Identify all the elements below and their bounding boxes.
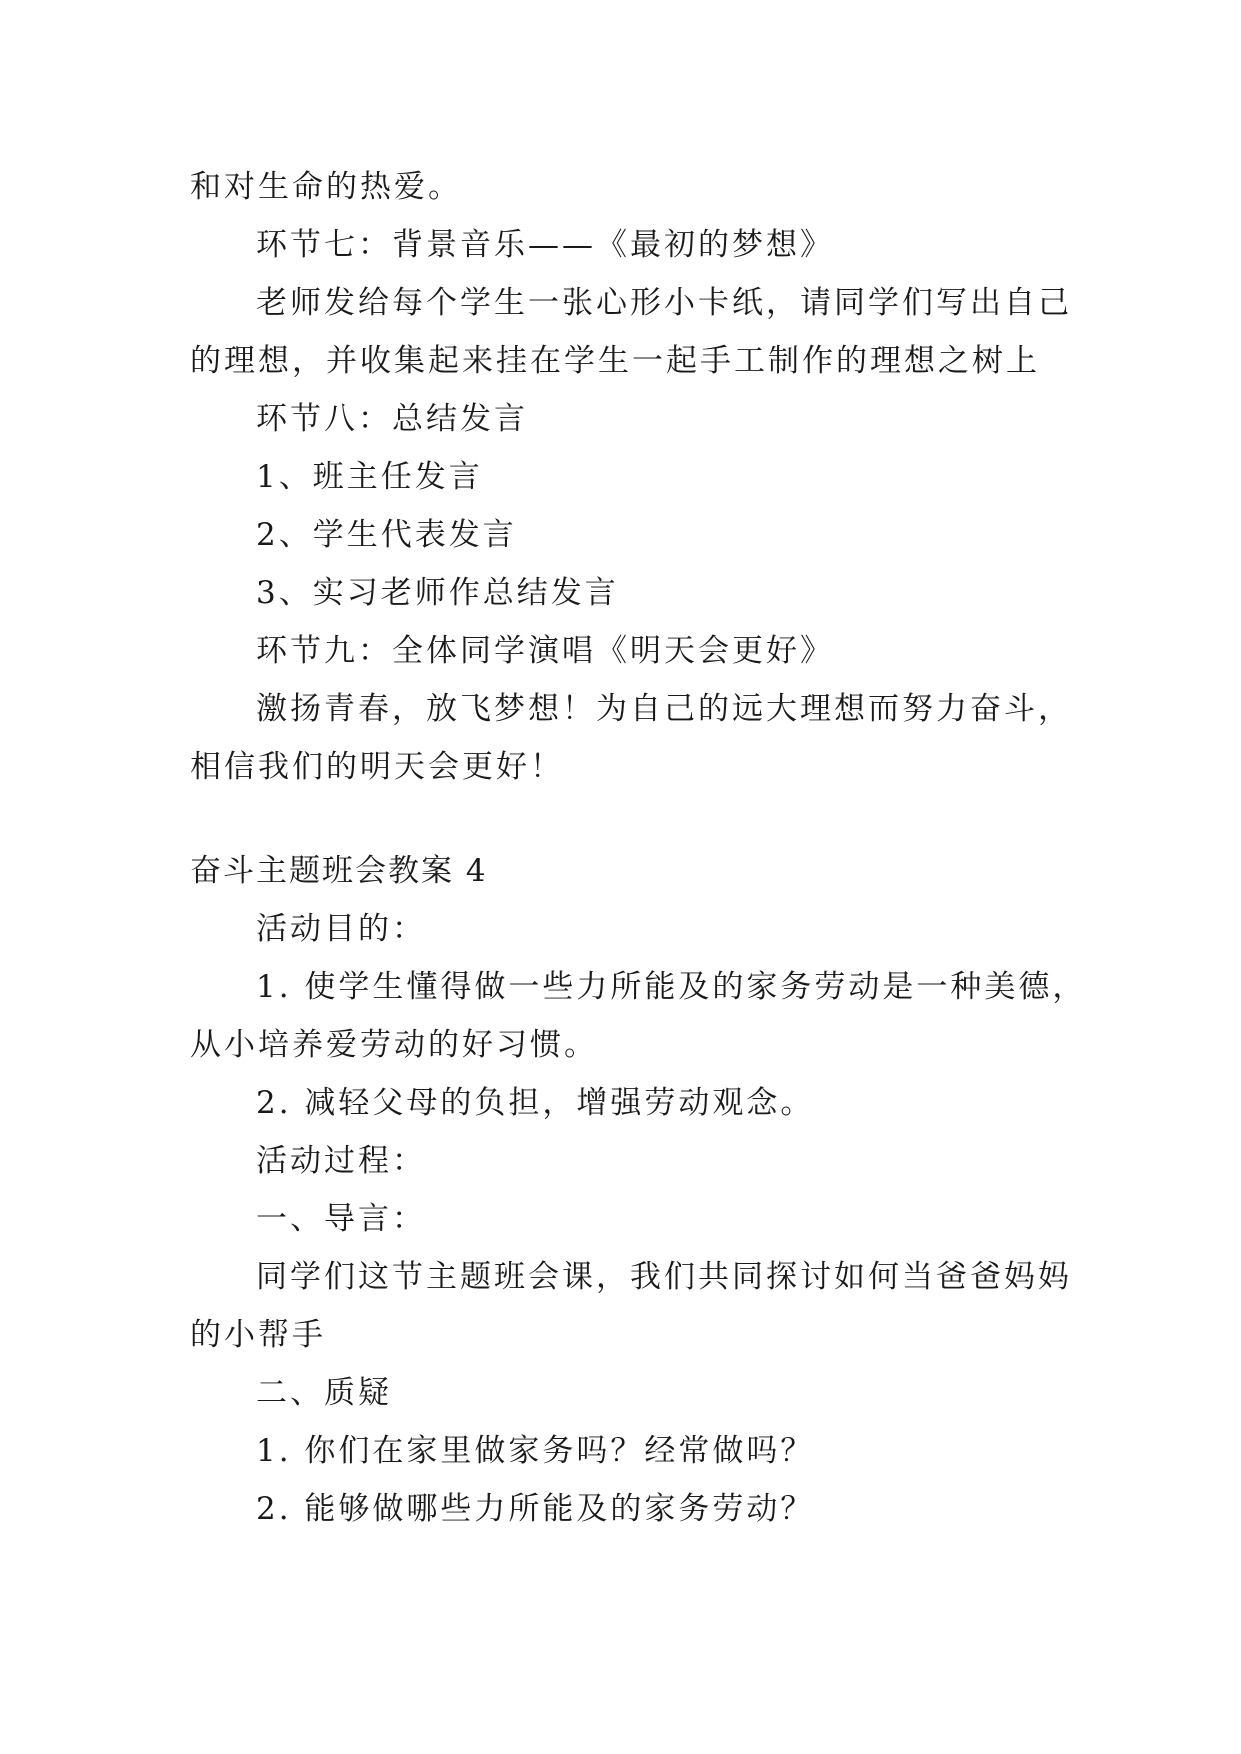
section-title: 奋斗主题班会教案 4 xyxy=(190,853,488,889)
list-item: 1、班主任发言 xyxy=(256,459,483,495)
list-item: 2. 减轻父母的负担，增强劳动观念。 xyxy=(256,1085,815,1121)
paragraph-line: 的小帮手 xyxy=(190,1317,326,1353)
paragraph-line: 激扬青春，放飞梦想！为自己的远大理想而努力奋斗， xyxy=(256,691,1072,727)
subheading: 活动目的： xyxy=(256,911,426,947)
paragraph-line: 相信我们的明天会更好！ xyxy=(190,749,564,785)
paragraph-line: 同学们这节主题班会课，我们共同探讨如何当爸爸妈妈 xyxy=(256,1259,1072,1295)
subheading: 二、质疑 xyxy=(256,1375,392,1411)
paragraph-line: 老师发给每个学生一张心形小卡纸，请同学们写出自己 xyxy=(256,285,1072,321)
list-item: 1. 使学生懂得做一些力所能及的家务劳动是一种美德， xyxy=(256,969,1087,1005)
section-step-seven: 环节七：背景音乐——《最初的梦想》 xyxy=(256,227,834,263)
paragraph-line: 和对生命的热爱。 xyxy=(190,169,462,205)
document-body xyxy=(190,158,1087,1538)
section-spacer xyxy=(190,796,1070,842)
section-step-eight: 环节八：总结发言 xyxy=(256,401,528,437)
list-item: 2、学生代表发言 xyxy=(256,517,517,553)
paragraph-line: 从小培养爱劳动的好习惯。 xyxy=(190,1027,598,1063)
subheading: 活动过程： xyxy=(256,1143,426,1179)
list-item: 1. 你们在家里做家务吗？经常做吗？ xyxy=(256,1433,815,1469)
list-item: 2. 能够做哪些力所能及的家务劳动？ xyxy=(256,1491,815,1527)
paragraph-line: 的理想，并收集起来挂在学生一起手工制作的理想之树上 xyxy=(190,343,1040,379)
list-item: 3、实习老师作总结发言 xyxy=(256,575,619,611)
section-step-nine: 环节九：全体同学演唱《明天会更好》 xyxy=(256,633,834,669)
subheading: 一、导言： xyxy=(256,1201,426,1237)
